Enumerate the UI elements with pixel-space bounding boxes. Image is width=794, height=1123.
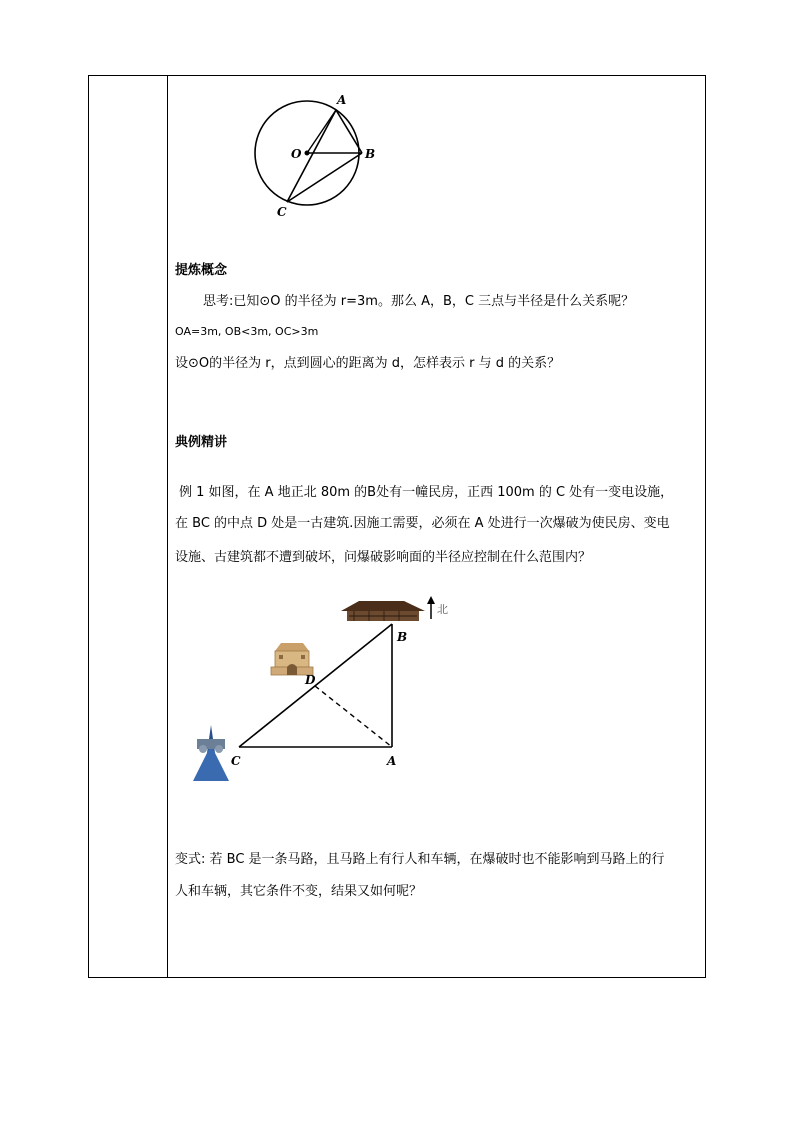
lesson-table bbox=[88, 75, 706, 978]
label-c: C bbox=[277, 205, 287, 219]
label-a-triangle: A bbox=[387, 754, 397, 768]
section-heading-example: 典例精讲 bbox=[175, 435, 228, 450]
relation-text: OA=3m, OB<3m, OC>3m bbox=[175, 325, 319, 338]
center-point bbox=[305, 151, 310, 156]
label-a: A bbox=[337, 93, 347, 107]
table-left-column bbox=[89, 76, 168, 977]
label-o: O bbox=[291, 147, 302, 161]
variant-line-1: 变式: 若 BC 是一条马路，且马路上有行人和车辆，在爆破时也不能影响到马路上的行 bbox=[175, 852, 665, 867]
example-line-3: 设施、古建筑都不遭到破坏，问爆破影响面的半径应控制在什么范围内？ bbox=[175, 550, 592, 565]
house-icon bbox=[341, 601, 425, 621]
variant-line-2: 人和车辆，其它条件不变，结果又如何呢？ bbox=[175, 884, 423, 899]
radius-oa bbox=[307, 110, 336, 153]
segment-da-dashed bbox=[315, 686, 392, 747]
north-arrow-icon bbox=[427, 596, 435, 619]
label-c-triangle: C bbox=[231, 754, 241, 768]
north-label: 北 bbox=[437, 603, 448, 616]
example-line-2: 在 BC 的中点 D 处是一古建筑.因施工需要，必须在 A 处进行一次爆破为使民房、变电 bbox=[175, 516, 670, 531]
label-b: B bbox=[365, 147, 376, 161]
label-b-triangle: B bbox=[397, 630, 408, 644]
segment-cb bbox=[239, 624, 392, 747]
power-facility-icon bbox=[193, 725, 229, 781]
chord-ab bbox=[336, 110, 362, 153]
circle-figure bbox=[209, 86, 376, 226]
ancient-building-icon bbox=[271, 643, 313, 675]
table-content-cell bbox=[169, 76, 705, 977]
example-line-1: 例 1 如图，在 A 地正北 80m 的B处有一幢民房，正西 100m 的 C 处有一变电设施， bbox=[179, 485, 674, 500]
label-d-triangle: D bbox=[305, 673, 316, 687]
section-heading-concept: 提炼概念 bbox=[175, 263, 228, 278]
think-question: 思考:已知⊙O 的半径为 r=3m。那么 A，B，C 三点与半径是什么关系呢？ bbox=[203, 294, 635, 309]
triangle-figure bbox=[189, 591, 479, 771]
relation-question: 设⊙O的半径为 r，点到圆心的距离为 d，怎样表示 r 与 d 的关系？ bbox=[175, 356, 561, 371]
